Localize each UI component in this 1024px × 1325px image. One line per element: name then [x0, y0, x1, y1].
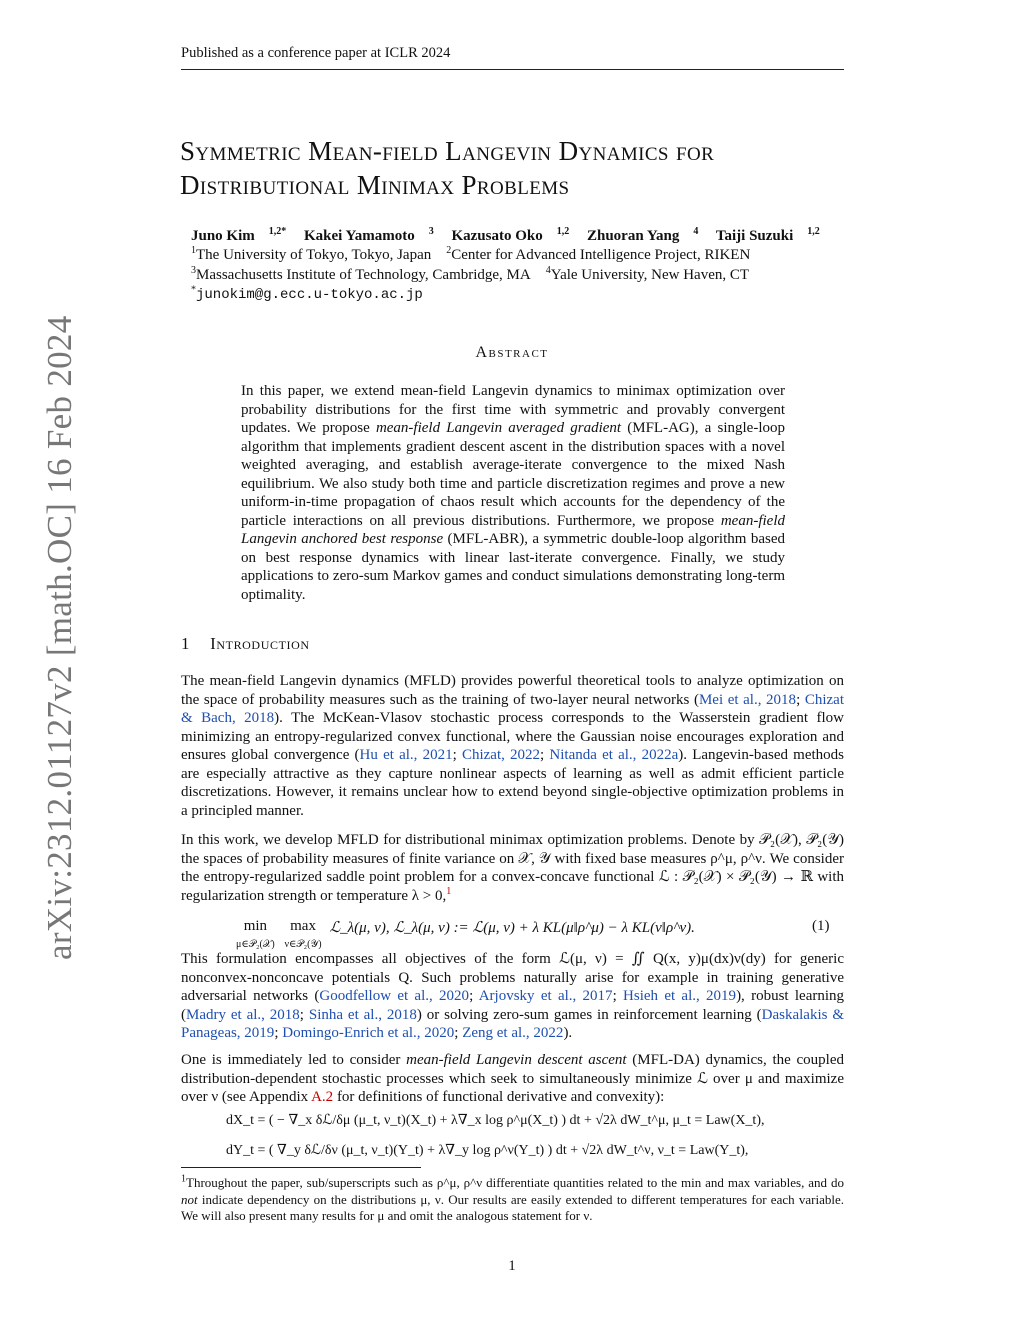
citation-link[interactable]: Daskalakis & Panageas, 2019	[181, 1006, 845, 1041]
citation-link[interactable]: Goodfellow et al., 2020	[319, 988, 470, 1004]
citation-link[interactable]: Hsieh et al., 2019	[623, 988, 737, 1004]
sde-x: dX_t = ( − ∇_x δℒ/δμ (μ_t, ν_t)(X_t) + λ∇_x log ρ^μ(X_t) ) dt + √2λ dW_t^μ, μ_t = Law(X_t),	[226, 1113, 765, 1128]
contact-email: *junokim@g.ecc.u-tokyo.ac.jp	[191, 284, 423, 303]
appendix-link[interactable]: A.2	[311, 1089, 334, 1105]
affiliation-line-1: $^1$The University of Tokyo, Tokyo, Japan $^2$Center for Advanced Intelligence Project, RIKEN	[191, 245, 751, 263]
author: Zhuoran Yang $^4$	[586, 226, 699, 244]
intro-paragraph-1: The mean-field Langevin dynamics (MFLD) provides powerful theoretical tools to analyze optimization on the space of probability measures such as the training of two-layer neural networks (Mei et al., 2018; Chizat & Bach, 2018). The McKean-Vlasov stochastic process corresponds to the Wasserstein gradient flow minimizing an entropy-regularized convex functional, where the Gaussian noise encourages exploration and ensures global convergence (Hu et al., 2021; Chizat, 2022; Nitanda et al., 2022a). Langevin-based methods are especially attractive as they capture nonlinear aspects of learning as well as admit efficient particle discretizations. However, it remains unclear how to extend beyond single-objective optimization problems in a principled manner.	[181, 673, 845, 819]
footnote: $^1$Throughout the paper, sub/superscripts such as ρ^μ, ρ^ν differentiate quantities related to the min and max variables, and do not indicate dependency on the distributions μ, ν. Our results are easily extended to different temperatures for each variable. We will also present many results for μ and omit the analogous statement for ν.	[181, 1173, 844, 1223]
arxiv-sidebar-stamp: arXiv:2312.01127v2 [math.OC] 16 Feb 2024	[40, 315, 79, 960]
equation-label: (1)	[812, 918, 830, 934]
page-number: 1	[508, 1258, 516, 1274]
abstract-body: In this paper, we extend mean-field Langevin dynamics to minimax optimization over probability distributions for the first time with symmetric and provably convergent updates. We propose mean-field Langevin averaged gradient (MFL-AG), a single-loop algorithm that implements gradient descent ascent in the distribution spaces with a novel weighted averaging, and establish average-iterate convergence to the mixed Nash equilibrium. We also study both time and particle discretization regimes and prove a new uniform-in-time propagation of chaos result which accounts for the dependency of the particle interactions on all previous distributions. Furthermore, we propose mean-field Langevin anchored best response (MFL-ABR), a symmetric double-loop algorithm based on best response dynamics with linear last-iterate convergence. Finally, we study applications to zero-sum Markov games and conduct simulations demonstrating long-term optimality.	[241, 383, 786, 603]
running-header: Published as a conference paper at ICLR 2024	[181, 45, 844, 70]
section-heading: 1 Introduction	[181, 634, 310, 653]
intro-paragraph-2: In this work, we develop MFLD for distributional minimax optimization problems. Denote by 𝒫₂(𝒳), 𝒫₂(𝒴) the spaces of probability measures of finite variance on 𝒳, 𝒴 with fixed base measures ρ^μ, ρ^ν. We consider the entropy-regularized saddle point problem for a convex-concave functional ℒ : 𝒫₂(𝒳) × 𝒫₂(𝒴) → ℝ with regularization strength or temperature λ > 0,$^1$	[181, 832, 844, 904]
citation-link[interactable]: Sinha et al., 2018	[308, 1006, 417, 1023]
equation-1: min μ∈𝒫₂(𝒳) max ν∈𝒫₂(𝒴) ℒ_λ(μ, ν), ℒ_λ(μ, ν) := ℒ(μ, ν) + λ KL(μ‖ρ^μ) − λ KL(ν‖ρ^ν).	[236, 918, 695, 950]
footnote-link[interactable]: 1	[446, 885, 452, 897]
author: Juno Kim $^{1,2*}$	[191, 226, 287, 244]
citation-link[interactable]: Domingo-Enrich et al., 2020	[282, 1025, 455, 1041]
author-list	[191, 228, 834, 245]
citation-link[interactable]: Arjovsky et al., 2017	[478, 988, 613, 1004]
author: Taiji Suzuki $^{1,2}$	[715, 226, 820, 244]
citation-link[interactable]: Hu et al., 2021	[359, 747, 453, 763]
citation-link[interactable]: Madry et al., 2018	[186, 1006, 300, 1023]
affiliation-line-2: $^3$Massachusetts Institute of Technology, Cambridge, MA $^4$Yale University, New Haven, CT	[191, 265, 750, 283]
paper-title	[180, 134, 860, 202]
intro-paragraph-3: This formulation encompasses all objectives of the form ℒ(μ, ν) = ∬ Q(x, y)μ(dx)ν(dy) for generic nonconvex-nonconcave potentials Q. Such problems naturally arise for example in training generative adversarial networks (Goodfellow et al., 2020; Arjovsky et al., 2017; Hsieh et al., 2019), robust learning (Madry et al., 2018; Sinha et al., 2018) or solving zero-sum games in reinforcement learning (Daskalakis & Panageas, 2019; Domingo-Enrich et al., 2020; Zeng et al., 2022).	[181, 951, 845, 1041]
citation-link[interactable]: Nitanda et al., 2022a	[549, 747, 679, 763]
footnote-divider	[181, 1167, 421, 1168]
citation-link[interactable]: Chizat, 2022	[461, 747, 541, 763]
author: Kakei Yamamoto $^3$	[304, 226, 434, 244]
citation-link[interactable]: Mei et al., 2018	[698, 691, 797, 708]
intro-paragraph-4: One is immediately led to consider mean-field Langevin descent ascent (MFL-DA) dynamics, the coupled distribution-dependent stochastic processes which seek to simultaneously minimize ℒ over μ and maximize over ν (see Appendix A.2 for definitions of functional derivative and convexity):	[181, 1052, 844, 1105]
citation-link[interactable]: Zeng et al., 2022	[462, 1025, 564, 1041]
title-line-1: Symmetric Mean-field Langevin Dynamics for	[180, 136, 715, 166]
citation-link[interactable]: Chizat & Bach, 2018	[181, 691, 844, 726]
abstract-heading: Abstract	[475, 344, 549, 361]
title-line-2: Distributional Minimax Problems	[180, 170, 570, 200]
sde-y: dY_t = ( ∇_y δℒ/δν (μ_t, ν_t)(Y_t) + λ∇_y log ρ^ν(Y_t) ) dt + √2λ dW_t^ν, ν_t = Law(Y_t),	[226, 1143, 749, 1158]
author: Kazusato Oko $^{1,2}$	[451, 226, 570, 244]
